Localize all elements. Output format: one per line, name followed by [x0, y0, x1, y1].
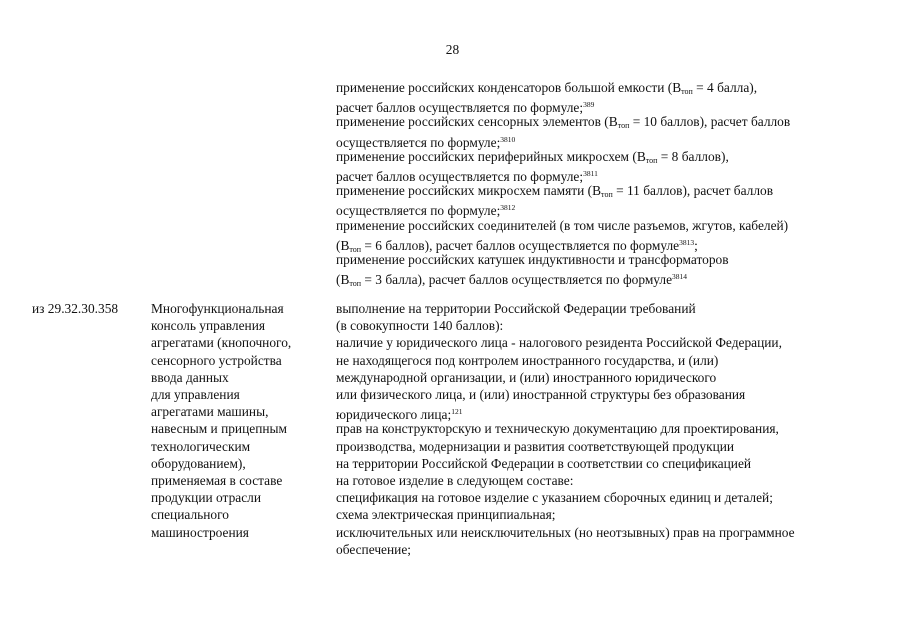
requirement-line: [336, 541, 411, 558]
footnote-ref: 11: [590, 169, 598, 178]
footnote-ref: 121: [451, 407, 463, 417]
text-fragment: исключительных или неисключительных (но неотзывных) прав на программное: [336, 524, 795, 540]
requirement-line: [336, 334, 782, 351]
text-fragment: применение российских соединителей (в том числе разъемов, жгутов, кабелей): [336, 217, 789, 233]
footnote-ref: 10: [507, 134, 516, 144]
text-fragment: выполнение на территории Российской Федерации требований: [336, 301, 696, 316]
text-fragment: осуществляется по формуле: [336, 134, 497, 150]
footnote-ref: 12: [507, 203, 516, 213]
text-fragment: = 8 баллов),: [657, 148, 729, 164]
requirement-line: [336, 489, 773, 506]
product-name-line: сенсорного устройства: [151, 352, 282, 368]
product-name-line: оборудованием),: [151, 455, 246, 471]
text-fragment: (B: [336, 272, 350, 288]
footnote-ref: 38: [672, 272, 680, 282]
text-fragment: применение российских микросхем памяти (B: [336, 183, 602, 199]
text-fragment: не находящегося под контролем иностранного государства, и (или): [336, 352, 719, 368]
text-fragment: = 3 балла), расчет баллов осуществляется по формуле: [361, 272, 673, 288]
requirement-line: [336, 506, 556, 523]
requirement-line: [336, 369, 716, 386]
text-fragment: ;: [496, 134, 501, 150]
requirement-line: [336, 524, 795, 541]
product-name-line: консоль управления: [151, 318, 266, 334]
text-fragment: ;: [579, 169, 584, 184]
footnote-ref: 38: [500, 134, 508, 144]
requirement-line: [336, 455, 751, 472]
text-fragment: ;: [694, 237, 698, 253]
subscript: топ: [601, 190, 613, 200]
product-name-line: машиностроения: [151, 524, 249, 540]
product-name-line: ввода данных: [151, 369, 229, 385]
product-name-line: Многофункциональная: [151, 301, 284, 316]
footnote-ref: 38: [679, 237, 687, 247]
text-fragment: применение российских катушек индуктивности и трансформаторов: [336, 252, 729, 267]
text-fragment: = 11 баллов), расчет баллов: [612, 183, 774, 199]
product-code: из 29.32.30.358: [32, 301, 119, 316]
subscript: топ: [681, 87, 693, 96]
text-fragment: применение российских конденсаторов большой емкости (B: [336, 80, 682, 95]
text-fragment: юридического лица: [336, 407, 448, 423]
text-fragment: на готовое изделие в следующем составе:: [336, 473, 574, 488]
page-number: 28: [445, 42, 460, 57]
product-name-line: агрегатами (кнопочного,: [151, 335, 292, 351]
product-name-line: для управления: [151, 387, 240, 402]
requirement-line: [336, 438, 734, 455]
text-fragment: расчет баллов осуществляется по формуле: [336, 100, 580, 116]
text-fragment: = 10 баллов), расчет баллов: [629, 114, 791, 130]
text-fragment: = 4 балла),: [692, 80, 758, 95]
footnote-ref: 9: [590, 100, 595, 110]
product-name-line: навесным и прицепным: [151, 421, 288, 437]
text-fragment: спецификация на готовое изделие с указанием сборочных единиц и деталей;: [336, 490, 773, 506]
requirement-line: [336, 317, 503, 334]
text-fragment: наличие у юридического лица - налогового резидента Российской Федерации,: [336, 335, 782, 351]
product-name-line: технологическим: [151, 438, 251, 454]
subscript: топ: [645, 155, 658, 165]
footnote-ref: 38: [583, 100, 591, 110]
footnote-ref: 13: [686, 237, 695, 247]
product-name-line: применяемая в составе: [151, 473, 283, 488]
product-name-line: продукции отрасли: [151, 490, 261, 506]
text-fragment: ;: [579, 100, 584, 116]
text-fragment: применение российских сенсорных элементов (B: [336, 114, 618, 130]
text-fragment: применение российских периферийных микросхем (B: [336, 148, 646, 164]
text-fragment: производства, модернизации и развития соответствующей продукции: [336, 438, 735, 454]
text-fragment: (в совокупности 140 баллов):: [336, 318, 504, 334]
subscript: топ: [349, 244, 362, 254]
text-fragment: осуществляется по формуле: [336, 203, 497, 219]
text-fragment: международной организации, и (или) иностранного юридического: [336, 369, 717, 385]
text-fragment: на территории Российской Федерации в соответствии со спецификацией: [336, 455, 752, 471]
requirement-line: [336, 352, 718, 369]
text-fragment: = 6 баллов), расчет баллов осуществляется по формуле: [361, 237, 680, 253]
text-line: [336, 217, 788, 234]
product-name-line: специального: [151, 507, 229, 523]
subscript: топ: [349, 279, 362, 289]
text-fragment: обеспечение;: [336, 541, 412, 557]
requirement-line: [336, 386, 745, 403]
footnote-ref: 38: [583, 169, 591, 178]
text-fragment: схема электрическая принципиальная;: [336, 507, 556, 523]
text-line: [336, 251, 729, 268]
product-name-line: агрегатами машины,: [151, 404, 269, 420]
text-fragment: прав на конструкторскую и техническую документацию для проектирования,: [336, 421, 779, 437]
text-fragment: (B: [336, 237, 350, 253]
text-fragment: или физического лица, и (или) иностранной структуры без образования: [336, 387, 746, 402]
text-line: [336, 268, 687, 292]
footnote-ref: 38: [500, 203, 508, 213]
text-fragment: ;: [447, 407, 452, 423]
requirement-line: [336, 300, 696, 317]
requirement-line: [336, 472, 573, 489]
text-fragment: расчет баллов осуществляется по формуле: [336, 169, 580, 184]
text-fragment: ;: [496, 203, 501, 219]
footnote-ref: 14: [679, 272, 688, 282]
subscript: топ: [617, 121, 630, 131]
requirement-line: [336, 420, 779, 437]
